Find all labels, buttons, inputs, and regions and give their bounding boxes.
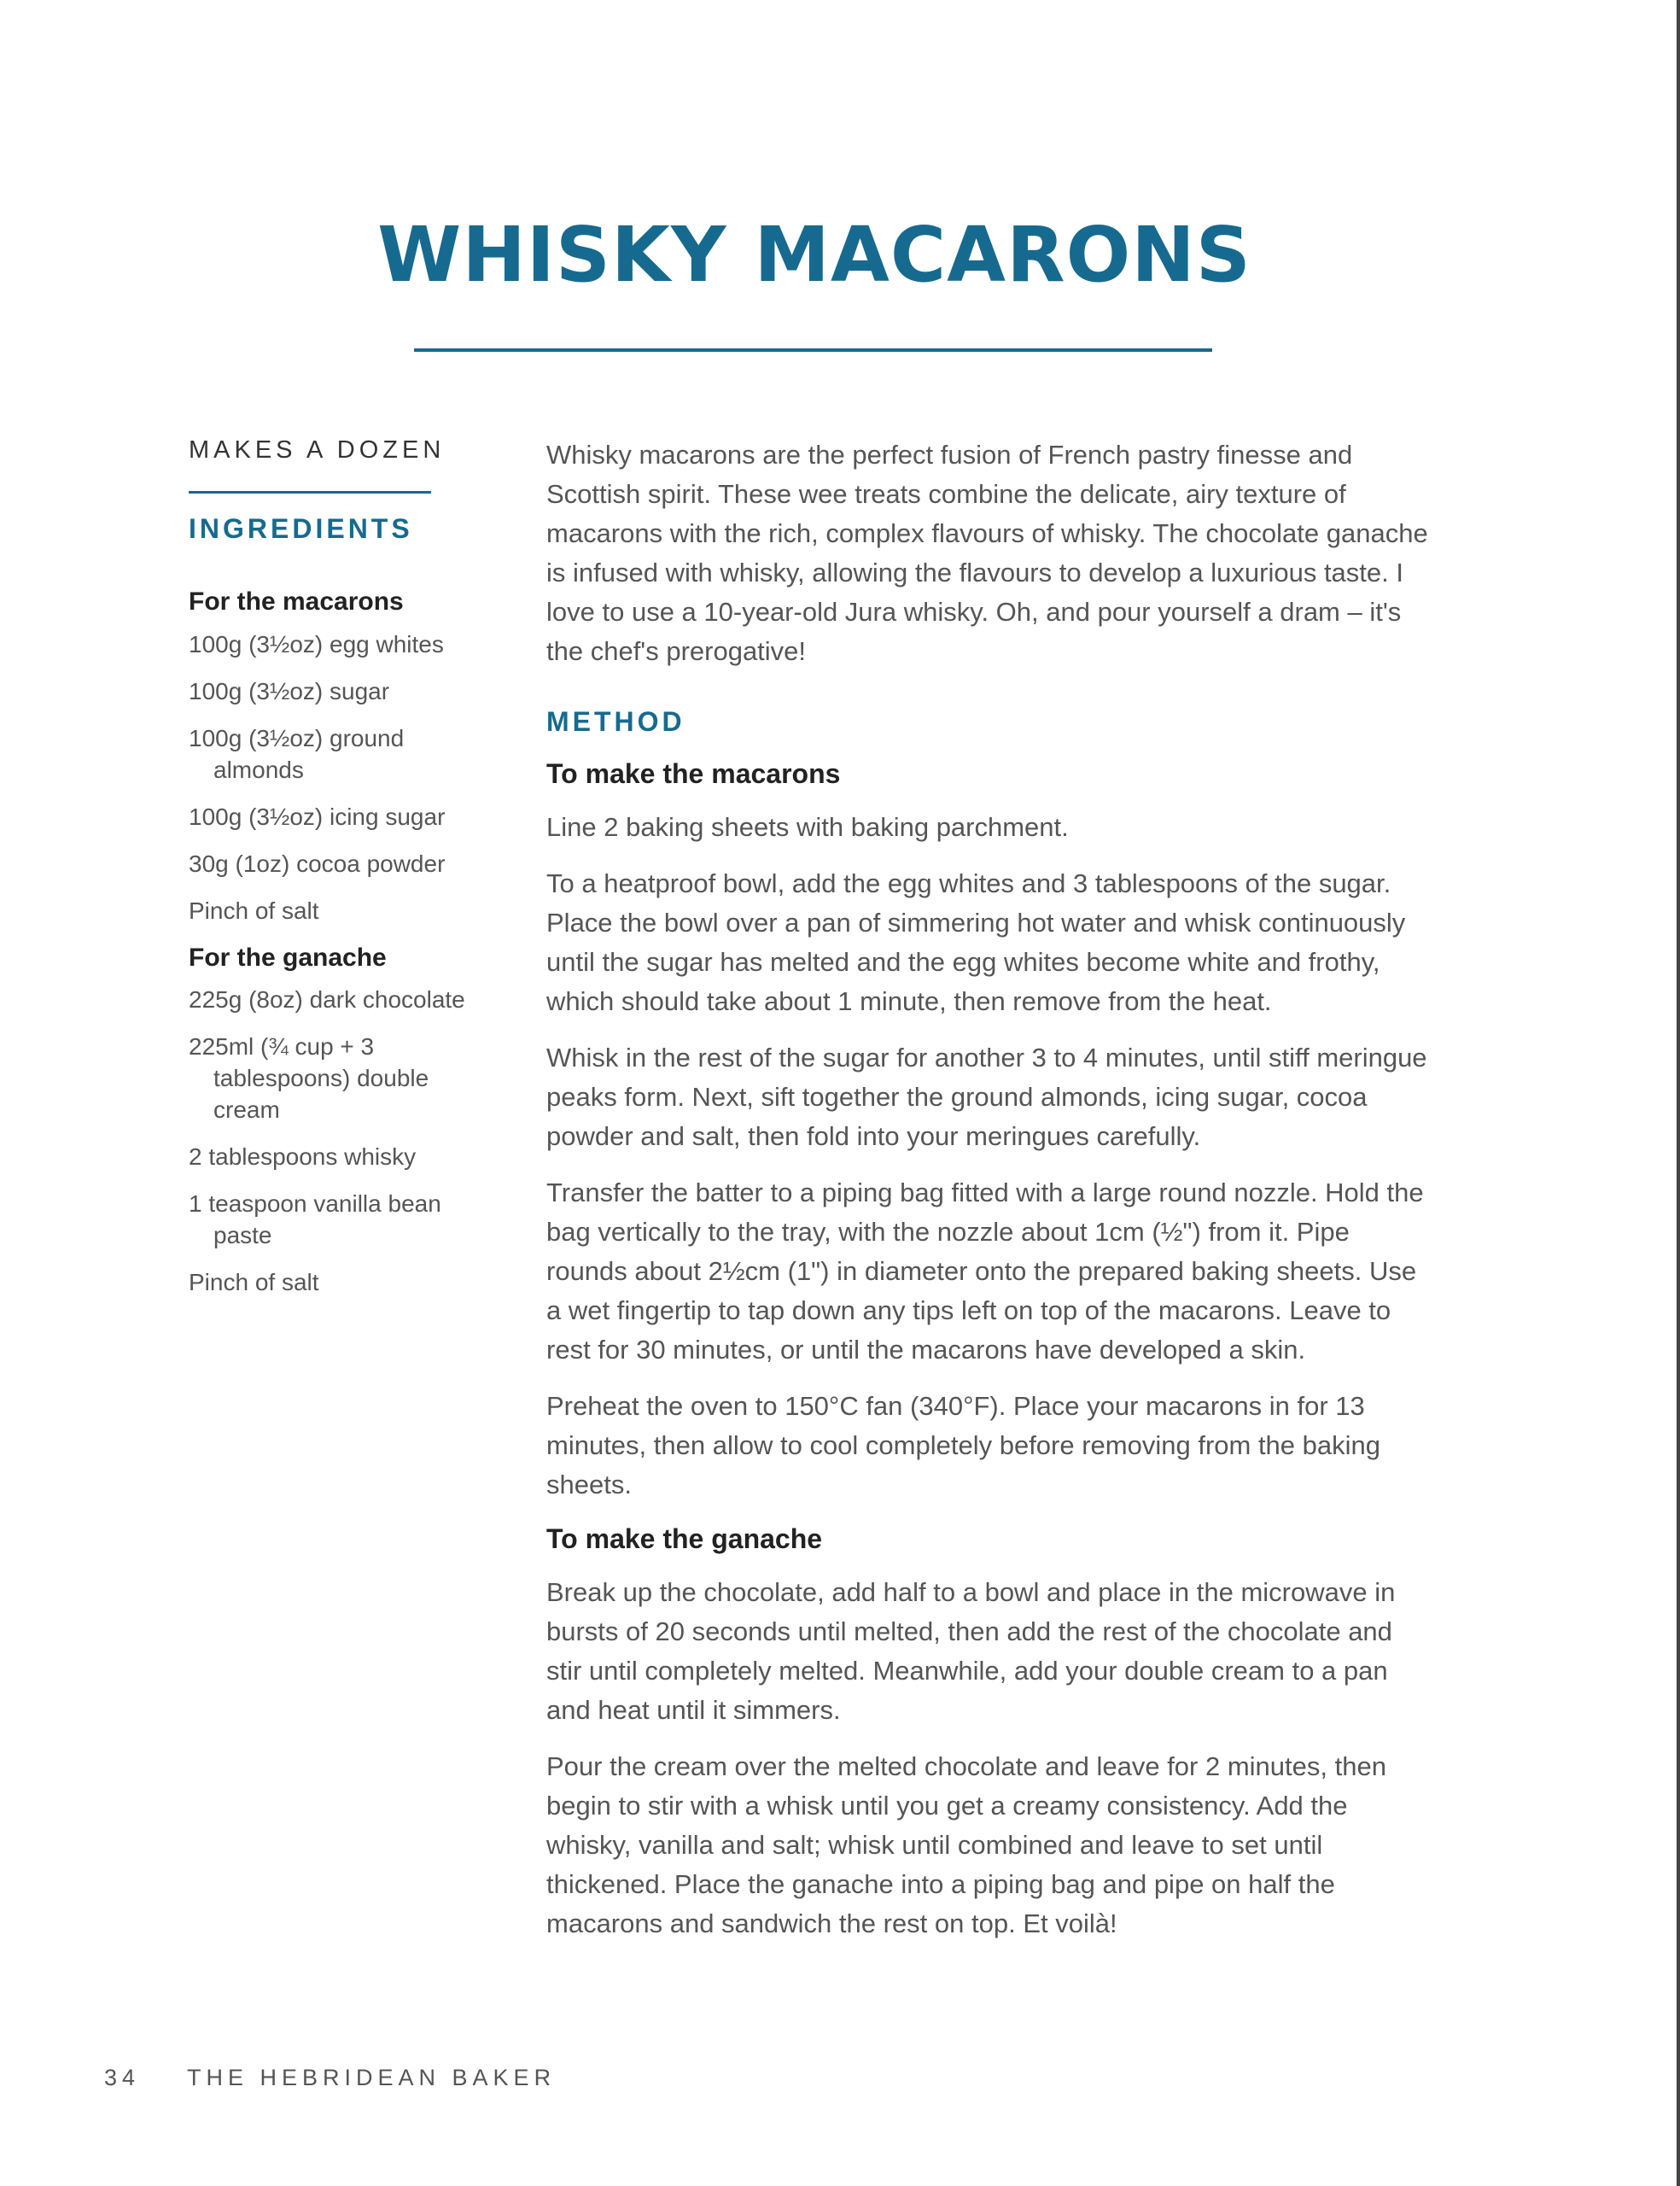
ingredient-list-ganache [189,984,496,1298]
ingredient-item: 225g (8oz) dark chocolate [189,986,465,1014]
ingredient-item: 100g (3½oz) sugar [189,677,390,704]
method-step: Preheat the oven to 150°C fan (340°F). Place your macarons in for 13 minutes, then allow to cool completely before removing from the baking sheets. [546,1391,1380,1500]
ingredient-item: 100g (3½oz) ground almonds [189,724,405,783]
ingredient-item: 100g (3½oz) icing sugar [189,803,446,830]
page-number: 34 [104,2065,141,2090]
recipe-main [546,435,1434,1961]
method-step: Line 2 baking sheets with baking parchment. [546,812,1069,843]
method-section-heading-macarons: To make the macarons [546,758,841,790]
title-underline [414,348,1212,352]
ingredient-list-macarons [189,628,496,926]
ingredient-item: 1 teaspoon vanilla bean paste [189,1190,441,1249]
method-step: To a heatproof bowl, add the egg whites and 3 tablespoons of the sugar. Place the bowl over a pan of simmering hot water and whisk continuously until the sugar has melted and the egg whites become white and frothy, which should take about 1 minute, then remove from the heat. [546,868,1406,1017]
intro-paragraph: Whisky macarons are the perfect fusion of French pastry finesse and Scottish spirit. These wee treats combine the delicate, airy texture of macarons with the rich, complex flavours of whisky. The chocolate ganache is infused with whisky, allowing the flavours to develop a luxurious taste. I love to use a 10-year-old Jura whisky. Oh, and pour yourself a dram – it's the chef's prerogative! [546,440,1428,666]
page-footer [104,2065,556,2091]
ingredient-group-heading-ganache: For the ganache [189,943,387,972]
method-step: Pour the cream over the melted chocolate and leave for 2 minutes, then begin to stir with a whisk until you get a creamy consistency. Add the whisky, vanilla and salt; whisk until combined and leave to set until thickened. Place the ganache into a piping bag and pipe on half the macarons and sandwich the rest on top. Et voilà! [546,1751,1386,1939]
yield-label: MAKES A DOZEN [189,436,446,464]
ingredient-item: 2 tablespoons whisky [189,1143,417,1171]
ingredient-group-heading-macarons: For the macarons [189,587,404,617]
ingredient-item: 30g (1oz) cocoa powder [189,850,446,877]
method-heading: METHOD [546,706,685,737]
page-title: WHISKY MACARONS [377,210,1251,299]
method-step: Transfer the batter to a piping bag fitted with a large round nozzle. Hold the bag vertically to the tray, with the nozzle about 1cm (½") from it. Pipe rounds about 2½cm (1") in diameter onto the prepared baking sheets. Use a wet fingertip to tap down any tips left on top of the macarons. Leave to rest for 30 minutes, or until the macarons have developed a skin. [546,1178,1424,1365]
method-section-heading-ganache: To make the ganache [546,1523,823,1555]
page-edge [1677,0,1680,2186]
method-step: Whisk in the rest of the sugar for another 3 to 4 minutes, until stiff meringue peaks form. Next, sift together the ground almonds, icing sugar, cocoa powder and salt, then fold into your meringues carefully. [546,1043,1427,1152]
ingredients-sidebar [189,435,496,1313]
book-title: THE HEBRIDEAN BAKER [187,2065,557,2090]
ingredient-item: Pinch of salt [189,1269,319,1296]
ingredient-item: Pinch of salt [189,897,319,924]
sidebar-divider [189,491,431,494]
method-step: Break up the chocolate, add half to a bowl and place in the microwave in bursts of 20 seconds until melted, then add the rest of the chocolate and stir until completely melted. Meanwhile, add your double cream to a pan and heat until it simmers. [546,1577,1396,1726]
ingredient-item: 100g (3½oz) egg whites [189,630,444,658]
ingredients-heading: INGREDIENTS [189,512,413,544]
ingredient-item: 225ml (¾ cup + 3 tablespoons) double cream [189,1033,429,1124]
